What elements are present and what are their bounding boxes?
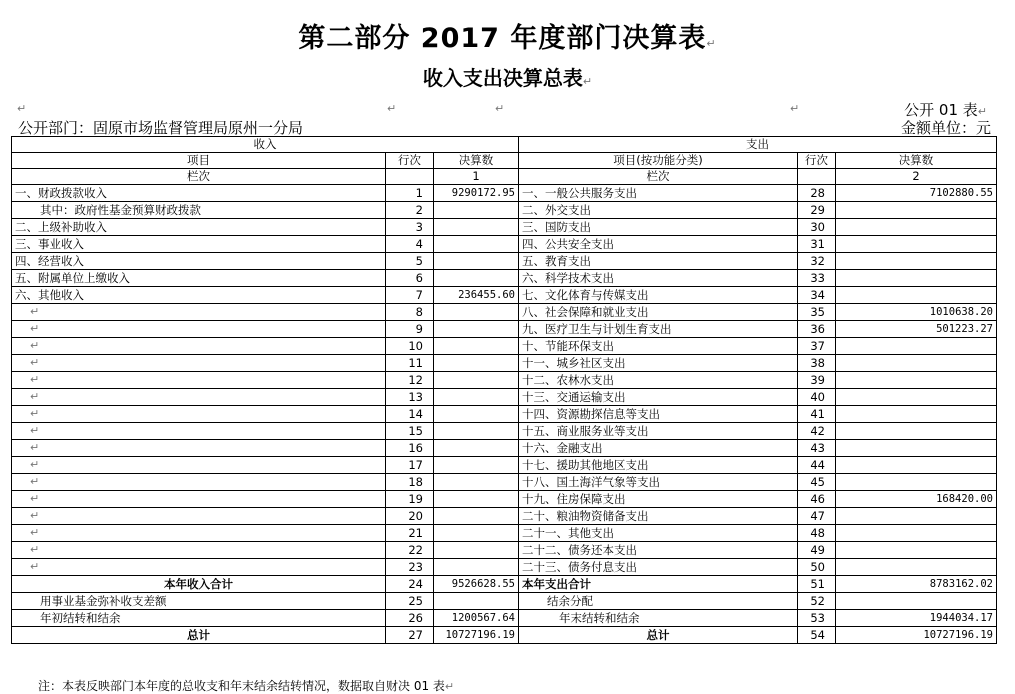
column-index: 2 bbox=[836, 169, 997, 185]
table-row bbox=[12, 185, 997, 202]
expense-row-no: 49 bbox=[798, 542, 836, 559]
income-item: 总计 bbox=[12, 627, 386, 644]
expense-row-no: 46 bbox=[798, 491, 836, 508]
expense-amount bbox=[836, 423, 997, 440]
expense-amount bbox=[836, 593, 997, 610]
expense-amount bbox=[836, 542, 997, 559]
row-no-header: 行次 bbox=[798, 153, 836, 169]
income-row-no: 13 bbox=[386, 389, 434, 406]
table-row bbox=[12, 372, 997, 389]
expense-item: 二、外交支出 bbox=[519, 202, 798, 219]
expense-item: 十六、金融支出 bbox=[519, 440, 798, 457]
income-row-no: 9 bbox=[386, 321, 434, 338]
table-row bbox=[12, 338, 997, 355]
expense-amount: 7102880.55 bbox=[836, 185, 997, 202]
table-row bbox=[12, 423, 997, 440]
footnote: 注：本表反映部门本年度的总收支和年末结余结转情况，数据取自财决 01 表↵ bbox=[38, 679, 455, 693]
expense-amount bbox=[836, 406, 997, 423]
expense-item: 本年支出合计 bbox=[519, 576, 798, 593]
income-amount bbox=[434, 406, 519, 423]
expense-item: 四、公共安全支出 bbox=[519, 236, 798, 253]
income-row-no: 18 bbox=[386, 474, 434, 491]
income-item: ↵ bbox=[12, 542, 386, 559]
table-row bbox=[12, 474, 997, 491]
income-row-no: 4 bbox=[386, 236, 434, 253]
expense-item: 十九、住房保障支出 bbox=[519, 491, 798, 508]
expense-row-no: 54 bbox=[798, 627, 836, 644]
table-row bbox=[12, 253, 997, 270]
summary-row bbox=[12, 593, 997, 610]
income-item: 年初结转和结余 bbox=[12, 610, 386, 627]
income-item: ↵ bbox=[12, 355, 386, 372]
paragraph-mark-icon: ↵ bbox=[790, 102, 800, 115]
expense-amount: 10727196.19 bbox=[836, 627, 997, 644]
table-row bbox=[12, 457, 997, 474]
income-item: ↵ bbox=[12, 559, 386, 576]
expense-row-no: 41 bbox=[798, 406, 836, 423]
summary-row bbox=[12, 576, 997, 593]
income-item: ↵ bbox=[12, 491, 386, 508]
table-row bbox=[12, 440, 997, 457]
expense-amount: 8783162.02 bbox=[836, 576, 997, 593]
income-row-no: 14 bbox=[386, 406, 434, 423]
expense-row-no: 52 bbox=[798, 593, 836, 610]
income-row-no: 10 bbox=[386, 338, 434, 355]
expense-row-no: 51 bbox=[798, 576, 836, 593]
income-item: 六、其他收入 bbox=[12, 287, 386, 304]
expense-amount bbox=[836, 338, 997, 355]
income-row-no: 11 bbox=[386, 355, 434, 372]
income-amount bbox=[434, 559, 519, 576]
table-row bbox=[12, 304, 997, 321]
expense-row-no: 48 bbox=[798, 525, 836, 542]
expense-item: 七、文化体育与传媒支出 bbox=[519, 287, 798, 304]
expense-amount bbox=[836, 389, 997, 406]
department-label: 公开部门：固原市场监督管理局原州一分局 bbox=[18, 119, 304, 137]
paragraph-mark-icon: ↵ bbox=[387, 102, 397, 115]
income-header: 收入 bbox=[12, 137, 519, 153]
income-row-no: 17 bbox=[386, 457, 434, 474]
table-row bbox=[12, 219, 997, 236]
column-index-row bbox=[12, 169, 997, 185]
income-item: 其中：政府性基金预算财政拨款 bbox=[12, 202, 386, 219]
expense-item: 十二、农林水支出 bbox=[519, 372, 798, 389]
income-row-no: 7 bbox=[386, 287, 434, 304]
expense-amount bbox=[836, 202, 997, 219]
income-item: ↵ bbox=[12, 372, 386, 389]
expense-header: 支出 bbox=[519, 137, 997, 153]
expense-amount bbox=[836, 457, 997, 474]
empty-cell bbox=[798, 169, 836, 185]
expense-row-no: 29 bbox=[798, 202, 836, 219]
income-amount: 9290172.95 bbox=[434, 185, 519, 202]
page-subtitle: 收入支出决算总表↵ bbox=[422, 66, 593, 90]
income-amount bbox=[434, 338, 519, 355]
table-row bbox=[12, 236, 997, 253]
expense-row-no: 33 bbox=[798, 270, 836, 287]
expense-amount bbox=[836, 525, 997, 542]
income-row-no: 24 bbox=[386, 576, 434, 593]
income-expense-table bbox=[11, 136, 997, 644]
income-amount bbox=[434, 270, 519, 287]
expense-item: 结余分配 bbox=[519, 593, 798, 610]
income-row-no: 26 bbox=[386, 610, 434, 627]
income-item: 五、附属单位上缴收入 bbox=[12, 270, 386, 287]
income-row-no: 15 bbox=[386, 423, 434, 440]
expense-row-no: 44 bbox=[798, 457, 836, 474]
income-item: ↵ bbox=[12, 389, 386, 406]
income-item: ↵ bbox=[12, 304, 386, 321]
income-amount bbox=[434, 236, 519, 253]
income-amount bbox=[434, 219, 519, 236]
expense-item: 十八、国土海洋气象等支出 bbox=[519, 474, 798, 491]
item-header: 项目 bbox=[12, 153, 386, 169]
expense-item: 一、一般公共服务支出 bbox=[519, 185, 798, 202]
expense-item: 六、科学技术支出 bbox=[519, 270, 798, 287]
expense-item: 八、社会保障和就业支出 bbox=[519, 304, 798, 321]
income-row-no: 22 bbox=[386, 542, 434, 559]
income-amount bbox=[434, 542, 519, 559]
income-item: ↵ bbox=[12, 457, 386, 474]
expense-item: 九、医疗卫生与计划生育支出 bbox=[519, 321, 798, 338]
expense-row-no: 50 bbox=[798, 559, 836, 576]
income-row-no: 3 bbox=[386, 219, 434, 236]
income-row-no: 23 bbox=[386, 559, 434, 576]
expense-amount bbox=[836, 219, 997, 236]
expense-row-no: 34 bbox=[798, 287, 836, 304]
income-item: 一、财政拨款收入 bbox=[12, 185, 386, 202]
table-code: 公开 01 表↵ bbox=[904, 101, 987, 119]
table-row bbox=[12, 406, 997, 423]
expense-amount bbox=[836, 270, 997, 287]
column-index: 1 bbox=[434, 169, 519, 185]
expense-row-no: 42 bbox=[798, 423, 836, 440]
expense-item: 年末结转和结余 bbox=[519, 610, 798, 627]
summary-row bbox=[12, 627, 997, 644]
income-amount bbox=[434, 321, 519, 338]
income-amount: 1200567.64 bbox=[434, 610, 519, 627]
expense-item: 二十二、债务还本支出 bbox=[519, 542, 798, 559]
table-row bbox=[12, 491, 997, 508]
expense-amount bbox=[836, 474, 997, 491]
expense-row-no: 31 bbox=[798, 236, 836, 253]
amount-header: 决算数 bbox=[836, 153, 997, 169]
table-row bbox=[12, 389, 997, 406]
expense-item: 二十、粮油物资储备支出 bbox=[519, 508, 798, 525]
header-row bbox=[12, 153, 997, 169]
income-row-no: 6 bbox=[386, 270, 434, 287]
income-item: ↵ bbox=[12, 423, 386, 440]
expense-item: 五、教育支出 bbox=[519, 253, 798, 270]
income-item: ↵ bbox=[12, 321, 386, 338]
income-item: ↵ bbox=[12, 440, 386, 457]
income-amount bbox=[434, 372, 519, 389]
table-row bbox=[12, 287, 997, 304]
expense-row-no: 40 bbox=[798, 389, 836, 406]
table-row bbox=[12, 202, 997, 219]
paragraph-mark-icon: ↵ bbox=[17, 102, 27, 115]
expense-row-no: 38 bbox=[798, 355, 836, 372]
expense-amount bbox=[836, 440, 997, 457]
income-item: ↵ bbox=[12, 508, 386, 525]
table-row bbox=[12, 559, 997, 576]
expense-row-no: 43 bbox=[798, 440, 836, 457]
expense-row-no: 53 bbox=[798, 610, 836, 627]
expense-amount bbox=[836, 559, 997, 576]
expense-row-no: 36 bbox=[798, 321, 836, 338]
income-row-no: 27 bbox=[386, 627, 434, 644]
expense-item: 十四、资源勘探信息等支出 bbox=[519, 406, 798, 423]
income-item: 本年收入合计 bbox=[12, 576, 386, 593]
table-row bbox=[12, 321, 997, 338]
income-row-no: 19 bbox=[386, 491, 434, 508]
expense-amount bbox=[836, 372, 997, 389]
income-item: ↵ bbox=[12, 338, 386, 355]
expense-amount bbox=[836, 355, 997, 372]
row-no-header: 行次 bbox=[386, 153, 434, 169]
income-amount bbox=[434, 355, 519, 372]
expense-item: 十三、交通运输支出 bbox=[519, 389, 798, 406]
expense-row-no: 30 bbox=[798, 219, 836, 236]
income-item: 三、事业收入 bbox=[12, 236, 386, 253]
income-row-no: 1 bbox=[386, 185, 434, 202]
expense-row-no: 32 bbox=[798, 253, 836, 270]
expense-item: 十一、城乡社区支出 bbox=[519, 355, 798, 372]
income-item: 四、经营收入 bbox=[12, 253, 386, 270]
expense-row-no: 45 bbox=[798, 474, 836, 491]
income-amount bbox=[434, 508, 519, 525]
expense-amount: 1010638.20 bbox=[836, 304, 997, 321]
income-amount: 10727196.19 bbox=[434, 627, 519, 644]
income-amount bbox=[434, 457, 519, 474]
column-label: 栏次 bbox=[519, 169, 798, 185]
income-amount bbox=[434, 304, 519, 321]
unit-label: 金额单位：元 bbox=[900, 119, 991, 137]
income-row-no: 16 bbox=[386, 440, 434, 457]
expense-item: 三、国防支出 bbox=[519, 219, 798, 236]
income-amount bbox=[434, 474, 519, 491]
expense-item: 十、节能环保支出 bbox=[519, 338, 798, 355]
income-amount bbox=[434, 440, 519, 457]
income-row-no: 20 bbox=[386, 508, 434, 525]
income-row-no: 5 bbox=[386, 253, 434, 270]
expense-row-no: 39 bbox=[798, 372, 836, 389]
table-row bbox=[12, 270, 997, 287]
income-amount bbox=[434, 491, 519, 508]
income-amount bbox=[434, 525, 519, 542]
expense-amount bbox=[836, 253, 997, 270]
expense-amount: 1944034.17 bbox=[836, 610, 997, 627]
expense-item: 二十一、其他支出 bbox=[519, 525, 798, 542]
income-item: ↵ bbox=[12, 525, 386, 542]
expense-item: 二十三、债务付息支出 bbox=[519, 559, 798, 576]
income-item: ↵ bbox=[12, 474, 386, 491]
expense-amount: 501223.27 bbox=[836, 321, 997, 338]
expense-row-no: 28 bbox=[798, 185, 836, 202]
page-title: 第二部分 2017 年度部门决算表↵ bbox=[298, 23, 717, 54]
table-row bbox=[12, 525, 997, 542]
expense-amount: 168420.00 bbox=[836, 491, 997, 508]
expense-row-no: 47 bbox=[798, 508, 836, 525]
expense-amount bbox=[836, 508, 997, 525]
expense-item: 十五、商业服务业等支出 bbox=[519, 423, 798, 440]
empty-cell bbox=[386, 169, 434, 185]
income-amount bbox=[434, 202, 519, 219]
table-row bbox=[12, 355, 997, 372]
income-row-no: 12 bbox=[386, 372, 434, 389]
income-item: 二、上级补助收入 bbox=[12, 219, 386, 236]
income-row-no: 2 bbox=[386, 202, 434, 219]
expense-amount bbox=[836, 236, 997, 253]
income-item: ↵ bbox=[12, 406, 386, 423]
column-label: 栏次 bbox=[12, 169, 386, 185]
income-amount bbox=[434, 423, 519, 440]
item-by-function-header: 项目(按功能分类) bbox=[519, 153, 798, 169]
expense-row-no: 37 bbox=[798, 338, 836, 355]
income-row-no: 8 bbox=[386, 304, 434, 321]
table-row bbox=[12, 542, 997, 559]
income-amount: 9526628.55 bbox=[434, 576, 519, 593]
income-amount bbox=[434, 253, 519, 270]
expense-item: 十七、援助其他地区支出 bbox=[519, 457, 798, 474]
income-amount: 236455.60 bbox=[434, 287, 519, 304]
expense-item: 总计 bbox=[519, 627, 798, 644]
income-amount bbox=[434, 593, 519, 610]
header-row bbox=[12, 137, 997, 153]
income-amount bbox=[434, 389, 519, 406]
income-row-no: 21 bbox=[386, 525, 434, 542]
income-row-no: 25 bbox=[386, 593, 434, 610]
paragraph-mark-icon: ↵ bbox=[495, 102, 505, 115]
table-row bbox=[12, 508, 997, 525]
expense-row-no: 35 bbox=[798, 304, 836, 321]
summary-row bbox=[12, 610, 997, 627]
expense-amount bbox=[836, 287, 997, 304]
amount-header: 决算数 bbox=[434, 153, 519, 169]
income-item: 用事业基金弥补收支差额 bbox=[12, 593, 386, 610]
